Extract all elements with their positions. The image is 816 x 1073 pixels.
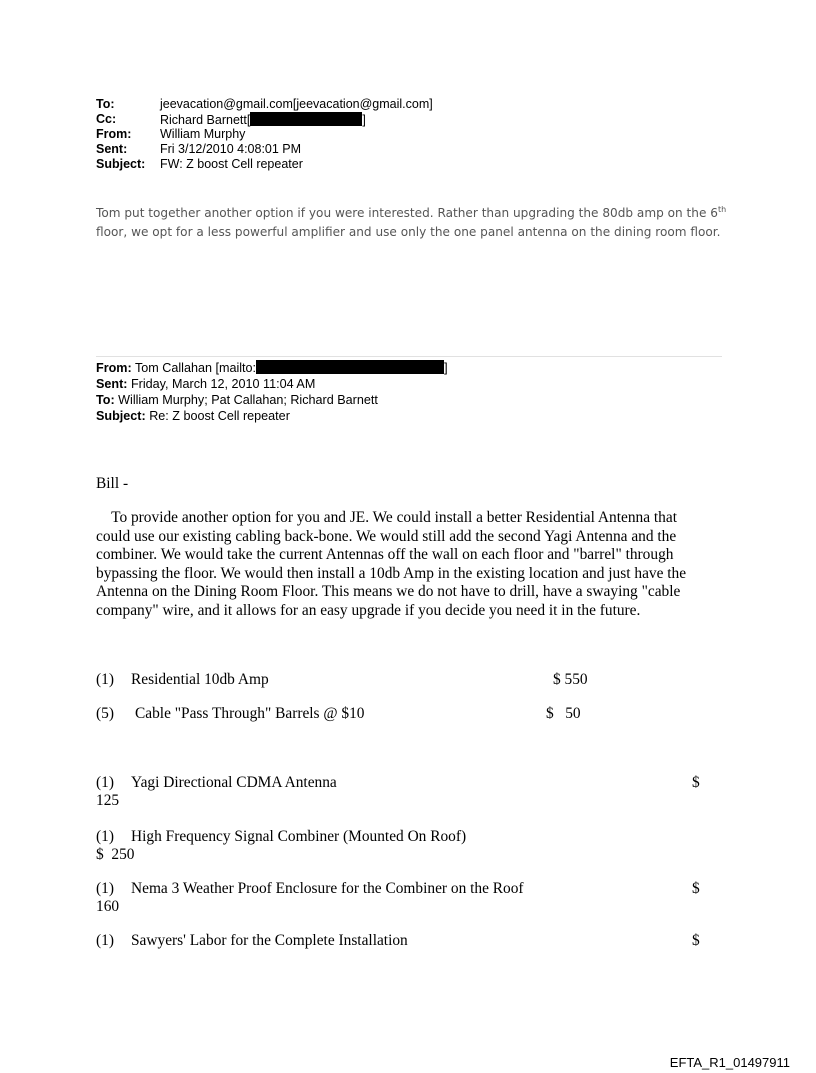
body-paragraph — [96, 509, 736, 620]
fwd-to — [96, 392, 378, 408]
cc-label: Cc: — [96, 112, 117, 126]
document-id: EFTA_R1_01497911 — [669, 1055, 790, 1070]
item-qty: (1) — [96, 880, 114, 897]
item-price: $ — [692, 932, 700, 949]
item-price: $ — [692, 880, 700, 897]
item-price-wrap: $ 250 — [96, 846, 135, 863]
fwd-subject-label: Subject: — [96, 409, 146, 423]
fwd-from — [96, 360, 448, 376]
item-price: $ — [692, 774, 700, 791]
note-line-1 — [96, 204, 736, 223]
item-price: $ 50 — [546, 705, 581, 722]
item-description: High Frequency Signal Combiner (Mounted On Roof) — [131, 828, 467, 845]
body-line: combiner. We would take the current Antennas off the wall on each floor and "barrel" through — [96, 546, 674, 563]
fwd-from-label: From: — [96, 361, 132, 375]
body-line: could use our existing cabling back-bone. We would still add the second Yagi Antenna and the — [96, 527, 677, 545]
item-price-wrap: 125 — [96, 792, 120, 809]
item-qty: (1) — [96, 932, 114, 949]
intro-note — [96, 204, 736, 242]
body-line: bypassing the floor. We would then install a 10db Amp in the existing location and just have the — [96, 564, 687, 582]
from-label: From: — [96, 127, 132, 141]
divider — [96, 356, 722, 357]
fwd-to-label: To: — [96, 393, 115, 407]
fwd-sent-label: Sent: — [96, 377, 128, 391]
item-qty: (1) — [96, 671, 114, 688]
fwd-from-value: Tom Callahan [mailto: — [134, 361, 257, 375]
greeting: Bill - — [96, 475, 129, 492]
from-value: William Murphy — [160, 127, 246, 141]
cc-close: ] — [362, 113, 366, 127]
fwd-subject-value: Re: Z boost Cell repeater — [149, 409, 290, 423]
subject-label: Subject: — [96, 157, 146, 171]
item-description: Yagi Directional CDMA Antenna — [131, 774, 337, 791]
note-line-2: floor, we opt for a less powerful amplifier and use only the one panel antenna on the dining room floor. — [96, 225, 721, 239]
fwd-subject — [96, 408, 290, 424]
item-description: Residential 10db Amp — [131, 671, 269, 688]
body-line: Antenna on the Dining Room Floor. This means we do not have to drill, have a swaying "cable — [96, 583, 681, 600]
subject-value: FW: Z boost Cell repeater — [160, 157, 303, 171]
item-description: Sawyers' Labor for the Complete Installation — [131, 932, 408, 949]
cc-name: Richard Barnett[ — [160, 113, 251, 127]
item-description: Cable "Pass Through" Barrels @ $10 — [135, 705, 365, 722]
to-label: To: — [96, 97, 115, 111]
item-qty: (1) — [96, 774, 114, 791]
fwd-to-value: William Murphy; Pat Callahan; Richard Barnett — [118, 393, 378, 407]
cc-redaction — [250, 112, 362, 126]
sent-label: Sent: — [96, 142, 128, 156]
item-qty: (1) — [96, 828, 114, 845]
item-price-wrap: 160 — [96, 898, 120, 915]
body-line: To provide another option for you and JE. We could install a better Residential Antenna that — [96, 509, 677, 526]
note-superscript: th — [717, 205, 727, 214]
fwd-sent — [96, 376, 315, 392]
fwd-from-close: ] — [444, 361, 448, 375]
item-qty: (5) — [96, 705, 114, 722]
cc-value — [160, 112, 366, 128]
fwd-sent-value: Friday, March 12, 2010 11:04 AM — [130, 377, 316, 391]
item-description: Nema 3 Weather Proof Enclosure for the Combiner on the Roof — [131, 880, 524, 897]
body-line: company" wire, and it allows for an easy upgrade if you decide you need it in the future. — [96, 601, 641, 619]
sent-value: Fri 3/12/2010 4:08:01 PM — [160, 142, 302, 156]
item-price: $ 550 — [553, 671, 588, 688]
note-line-1-text: Tom put together another option if you were interested. Rather than upgrading the 80db amp on the 6 — [96, 206, 718, 220]
fwd-from-redaction — [256, 360, 444, 374]
to-value: jeevacation@gmail.com[jeevacation@gmail.com] — [160, 97, 433, 111]
